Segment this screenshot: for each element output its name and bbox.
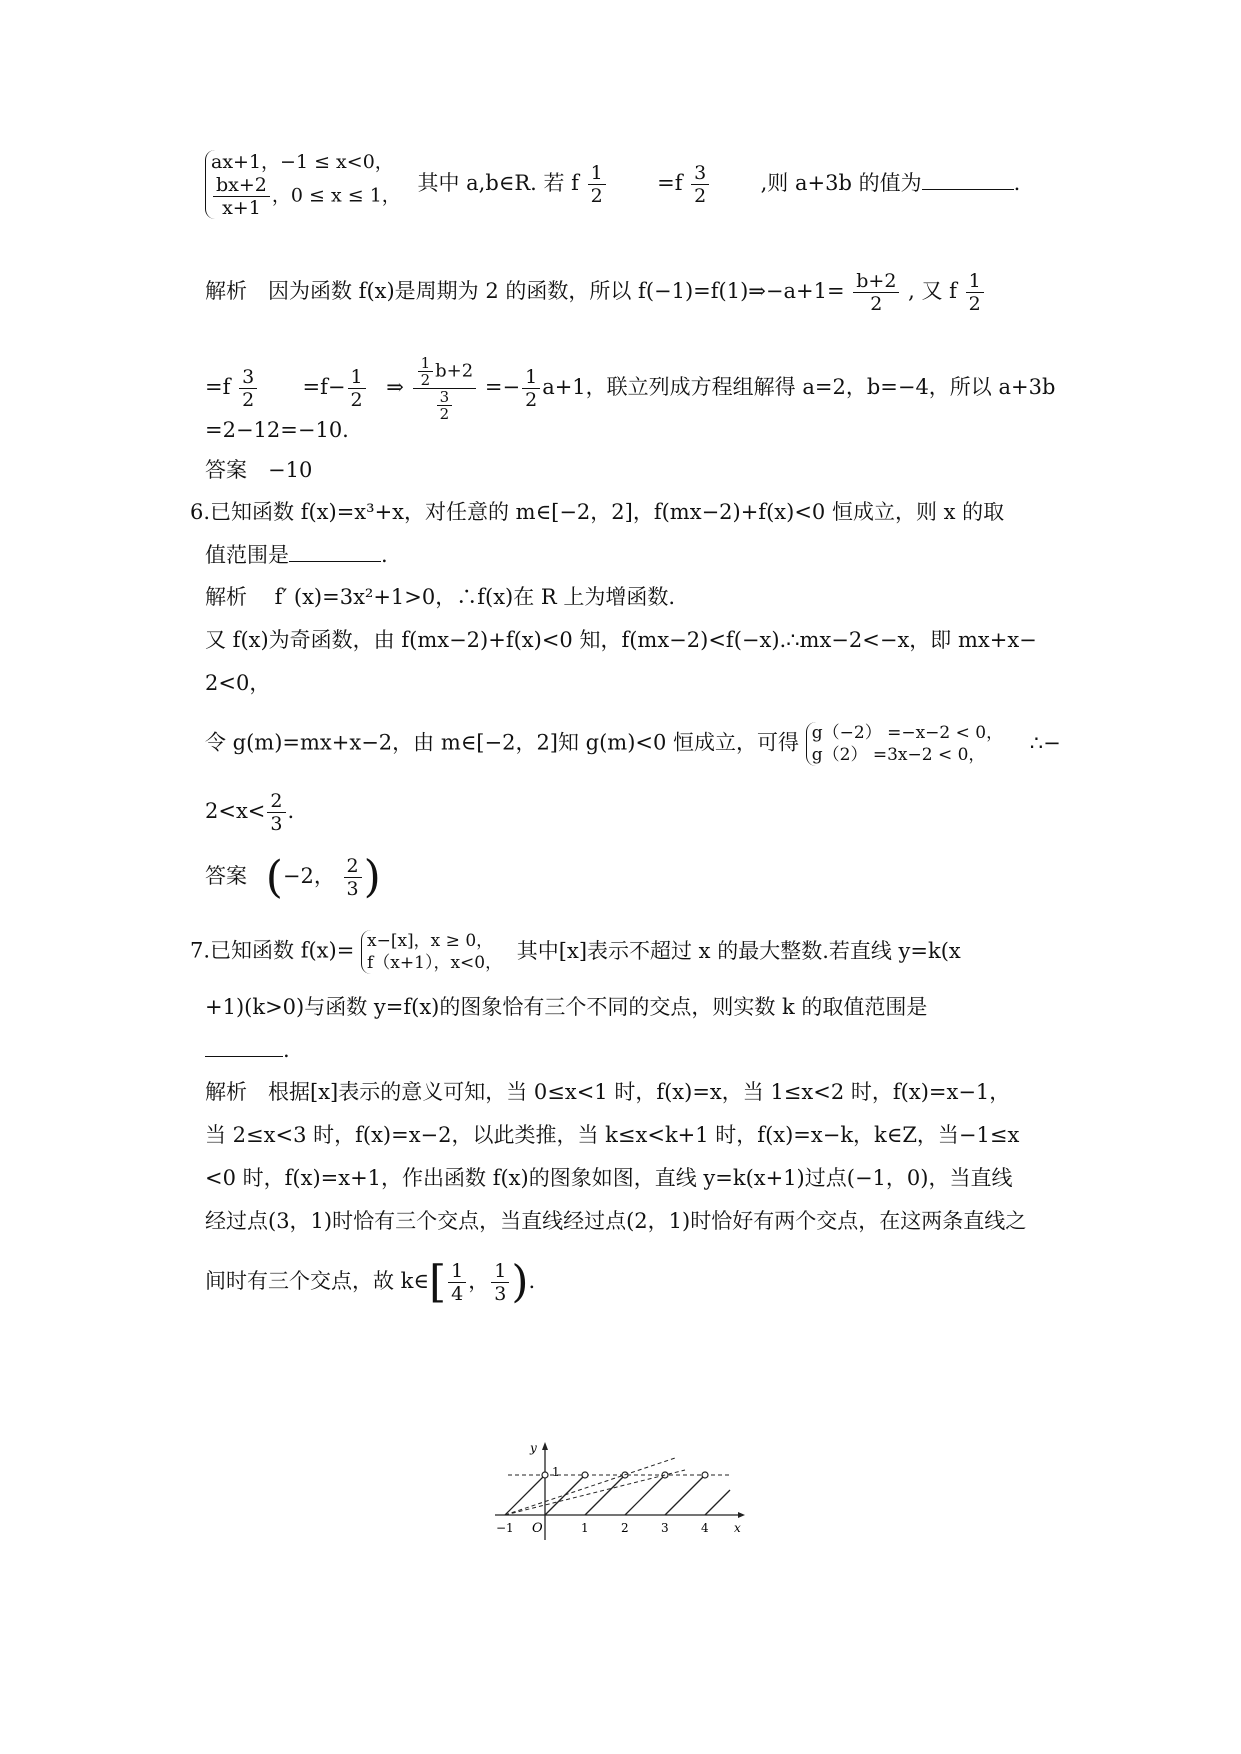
p7-question-line-1: 7.已知函数 f(x)= x−[x]，x ≥ 0， f（x+1），x<0， 其中[x]表示不超过 x 的最大整数.若直线 y=k(x: [190, 931, 961, 973]
piecewise-brace: [205, 150, 401, 219]
p5-statement: ax+1，−1 ≤ x<0， $\frac{bx+2}{x+1}$ ，0 ≤ x ≤ 1， 其中 a,b∈R. 若 f $\frac{1}{2}$ =f $\frac{3}{2}$ ,则 a+3b 的值为 .: [205, 150, 1020, 219]
answer-blank: [922, 171, 1014, 190]
origin-label: O: [532, 1521, 543, 1536]
p6-question-line-2: 值范围是 .: [205, 543, 388, 567]
p6-solution-line-5: 2<x< $\frac{2}{3}$ .: [205, 790, 295, 835]
x-axis-arrow: [738, 1512, 745, 1518]
p7-solution-line-3: <0 时，f(x)=x+1，作出函数 f(x)的图象如图，直线 y=k(x+1)过点(−1，0)，当直线: [205, 1166, 1013, 1190]
segment: [705, 1490, 730, 1515]
p7-solution-line-1: 解析 根据[x]表示的意义可知，当 0≤x<1 时，f(x)=x，当 1≤x<2 时，f(x)=x−1，: [205, 1080, 1011, 1104]
p5-solution-line-1: 解析 因为函数 f(x)是周期为 2 的函数，所以 f(−1)=f(1)⇒−a+1= $\frac{b+2}{2}$ , 又 f $\frac{1}{2}$: [205, 270, 986, 315]
p6-solution-line-3: 2<0，: [205, 671, 271, 695]
case-2: $\frac{bx+2}{x+1}$ ，0 ≤ x ≤ 1，: [211, 174, 401, 219]
open-point: [582, 1472, 588, 1478]
x-tick-3: 3: [661, 1521, 669, 1535]
answer-blank: [289, 543, 381, 562]
y-tick-1: 1: [552, 1465, 560, 1479]
segment: [665, 1475, 705, 1515]
function-graph: [490, 1440, 750, 1545]
open-point: [702, 1472, 708, 1478]
p5-solution-line-2: =f $\frac{3}{2}$ =f− $\frac{1}{2}$ ⇒ $\frac{1}{2}$ b+2 $\frac{3}{2}$ =− $\frac{1}{2}$ a+1，联立列成方程组解得 a=2，b=−4，所以 a+3b: [205, 354, 1056, 423]
piecewise-brace: g（−2） =−x−2 < 0， g（2） =3x−2 < 0，: [806, 722, 1003, 766]
answer-blank: [205, 1038, 283, 1057]
p7-solution-line-5: 间时有三个交点，故 k∈[ $\frac{1}{4}$ ， $\frac{1}{3}$ ).: [205, 1256, 536, 1308]
segment: [505, 1475, 545, 1515]
piecewise-brace: x−[x]，x ≥ 0， f（x+1），x<0，: [361, 930, 502, 974]
case-1: ax+1，−1 ≤ x<0，: [211, 151, 394, 173]
p5-answer: 答案 −10: [205, 458, 313, 482]
p6-answer: 答案 (−2， $\frac{2}{3}$ ): [205, 851, 381, 903]
p6-solution-line-1: 解析 f′ (x)=3x²+1>0，∴f(x)在 R 上为增函数.: [205, 585, 676, 609]
x-tick-2: 2: [621, 1521, 629, 1535]
x-tick-4: 4: [701, 1521, 709, 1535]
line-k-one-third: [505, 1458, 675, 1515]
open-point: [542, 1472, 548, 1478]
y-axis-label: y: [530, 1441, 537, 1455]
p6-solution-line-2: 又 f(x)为奇函数，由 f(mx−2)+f(x)<0 知，f(mx−2)<f(−x).∴mx−2<−x，即 mx+x−: [205, 628, 1037, 652]
p7-solution-line-2: 当 2≤x<3 时，f(x)=x−2，以此类推，当 k≤x<k+1 时，f(x)=x−k，k∈Z，当−1≤x: [205, 1123, 1020, 1147]
p6-question-line-1: 6.已知函数 f(x)=x³+x，对任意的 m∈[−2，2]，f(mx−2)+f(x)<0 恒成立，则 x 的取: [190, 500, 1005, 524]
p7-question-line-2: +1)(k>0)与函数 y=f(x)的图象恰有三个不同的交点，则实数 k 的取值范围是: [205, 995, 928, 1019]
x-tick-1: 1: [581, 1521, 589, 1535]
y-axis-arrow: [542, 1442, 548, 1450]
p7-solution-line-4: 经过点(3，1)时恰有三个交点，当直线经过点(2，1)时恰好有两个交点，在这两条直线之: [205, 1209, 1027, 1233]
condition-text: 其中 a,b∈R. 若 f: [417, 171, 579, 195]
line-k-one-quarter: [505, 1470, 685, 1515]
x-tick-minus-1: −1: [496, 1521, 514, 1535]
p7-question-line-3: .: [205, 1035, 290, 1065]
x-axis-label: x: [734, 1521, 741, 1535]
fraction-three-halves: $\frac{3}{2}$: [691, 162, 709, 207]
segment: [625, 1475, 665, 1515]
p5-solution-line-3: =2−12=−10.: [205, 418, 349, 442]
p6-solution-line-4: 令 g(m)=mx+x−2，由 m∈[−2，2]知 g(m)<0 恒成立，可得 g（−2） =−x−2 < 0， g（2） =3x−2 < 0， ∴−: [205, 723, 1061, 765]
fraction-half: $\frac{1}{2}$: [588, 162, 606, 207]
fraction: $\frac{bx+2}{x+1}$: [213, 174, 270, 219]
